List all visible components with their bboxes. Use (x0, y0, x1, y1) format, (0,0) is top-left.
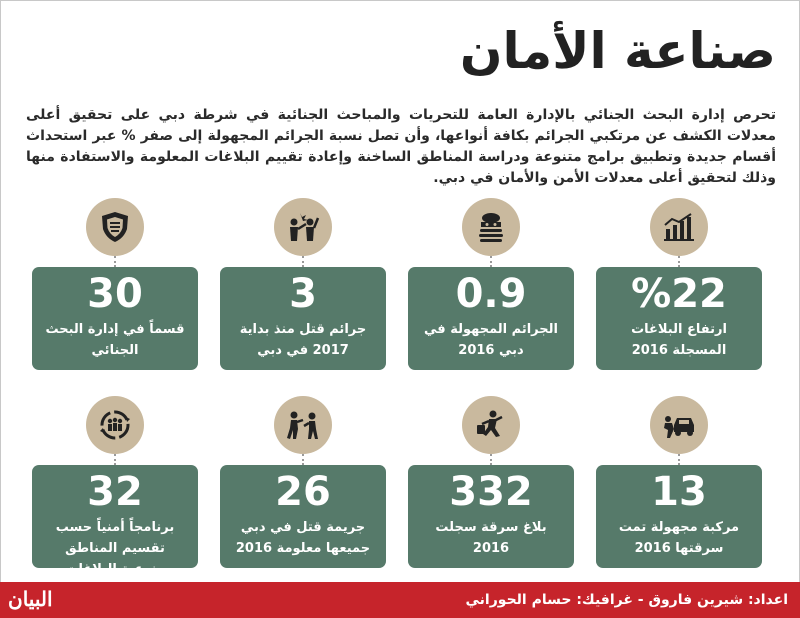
stat-card (596, 465, 762, 568)
stat-caption: بلاغ سرقة سجلت 2016 (435, 520, 547, 556)
intro-paragraph: تحرص إدارة البحث الجنائي بالإدارة العامة للتحريات والمباحث الجنائية في شرطة دبي على تحقيق أعلى معدلات الكشف عن مرتكبي الجرائم بكافة أنواعها، وأن تصل نسبة الجرائم المجهولة إلى صفر % عبر استحداث أقسام جديدة وتطبيق برامج متنوعة ودراسة المناطق الساخنة وإعادة تقييم البلاغات المعلومة والاستفادة منها وذلك لتحقيق أعلى معدلات الأمن والأمان في دبي. (26, 107, 776, 186)
dotted-connector (678, 256, 680, 267)
dotted-connector (302, 454, 304, 465)
stat-card (408, 267, 574, 370)
police-shield-icon (86, 198, 144, 256)
stat-value: %22 (631, 271, 727, 317)
community-cycle-icon (86, 396, 144, 454)
stat-caption: جرائم قتل منذ بداية 2017 في دبي (239, 322, 367, 358)
stat-card (220, 267, 386, 370)
dotted-connector (114, 256, 116, 267)
page-title: صناعة الأمان (459, 22, 776, 80)
albayan-logo: البيان (8, 587, 53, 611)
dotted-connector (302, 256, 304, 267)
stat-value: 0.9 (455, 271, 527, 317)
dotted-connector (490, 454, 492, 465)
stat-value: 332 (449, 469, 533, 515)
stat-caption: قسماً في إدارة البحث الجنائي (45, 322, 185, 358)
stat-caption: الجرائم المجهولة في دبي 2016 (424, 322, 558, 358)
footer-bar (0, 582, 800, 618)
growth-chart-icon (650, 198, 708, 256)
stat-value: 26 (275, 469, 331, 515)
dotted-connector (114, 454, 116, 465)
dotted-connector (678, 454, 680, 465)
stat-caption: جريمة قتل في دبي جميعها معلومة 2016 (235, 520, 371, 556)
running-thief-icon (462, 396, 520, 454)
stat-value: 30 (87, 271, 143, 317)
masked-thief-icon (462, 198, 520, 256)
stat-value: 3 (289, 271, 317, 317)
stat-value: 13 (651, 469, 707, 515)
stat-caption: مركبة مجهولة تمت سرقتها 2016 (618, 520, 740, 556)
stat-card (32, 465, 198, 577)
car-theft-icon (650, 396, 708, 454)
stat-card (220, 465, 386, 568)
stat-caption: ارتفاع البلاغات المسجلة 2016 (631, 322, 727, 358)
fight-icon (274, 396, 332, 454)
stat-caption: برنامجاً أمنياً حسب تقسيم المناطق ونوعية البلاغات (55, 520, 175, 577)
stat-card (596, 267, 762, 370)
credit-line: اعداد: شيرين فاروق - غرافيك: حسام الحوراني (465, 592, 788, 608)
stat-value: 32 (87, 469, 143, 515)
dotted-connector (490, 256, 492, 267)
assault-icon (274, 198, 332, 256)
stat-card (32, 267, 198, 370)
stat-card (408, 465, 574, 568)
